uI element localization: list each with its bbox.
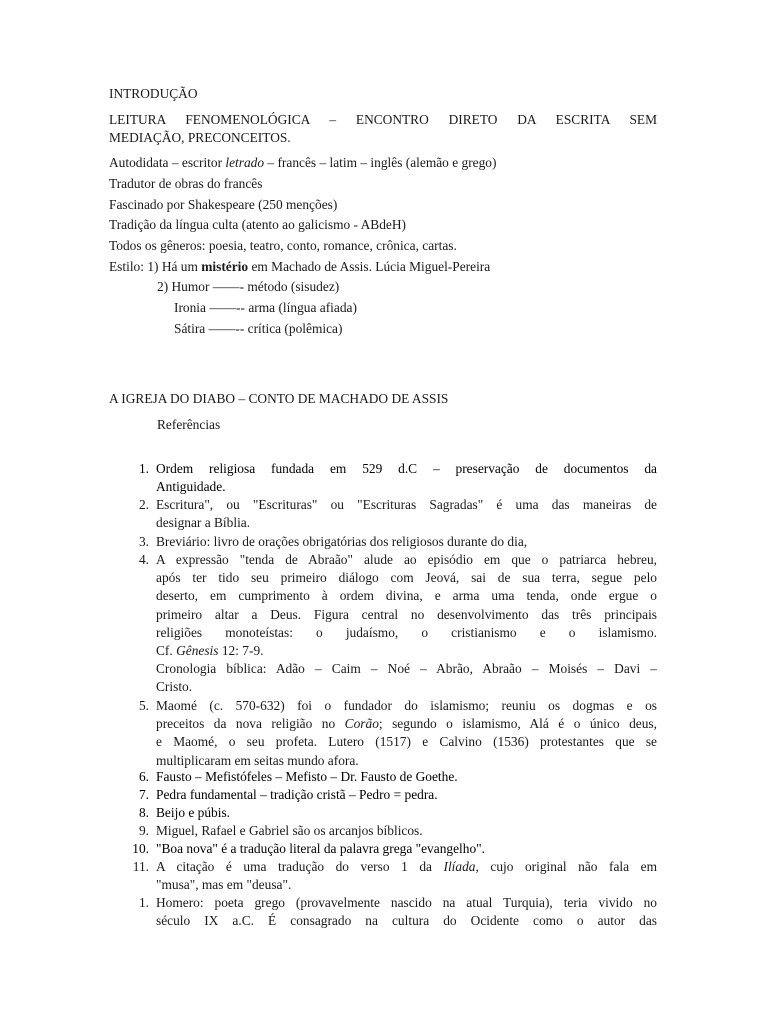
section-heading: A IGREJA DO DIABO – CONTO DE MACHADO DE ASSIS [109, 391, 449, 406]
note-estilo: Estilo: 1) Há um mistério em Machado de Assis. Lúcia Miguel-Pereira [109, 259, 491, 274]
note-humor: 2) Humor ——- método (sisudez) [157, 279, 340, 294]
list-item: 7. Pedra fundamental – tradição cristã – Pedro = pedra. [138, 787, 438, 802]
list-item: 11. A citação é uma tradução do verso 1 da Ilíada, cujo original não fala em "musa", mas em "deusa". [132, 859, 657, 893]
list-item: 5. Maomé (c. 570-632) foi o fundador do islamismo; reuniu os dogmas e os preceitos da nova religião no Corão; segundo o islamismo, Alá é o único deus, e Maomé, o seu profeta. Lutero (1517) e Calvino (1536) protestantes que se multiplicaram em seitas mundo afora. [138, 698, 657, 768]
note-fascinado: Fascinado por Shakespeare (250 menções) [109, 197, 338, 212]
note-tradutor: Tradutor de obras do francês [109, 176, 263, 191]
list-item: 9. Miguel, Rafael e Gabriel são os arcanjos bíblicos. [138, 823, 423, 838]
note-satira: Sátira ——-- crítica (polêmica) [174, 321, 343, 336]
leitura-line-1: LEITURA FENOMENOLÓGICA – ENCONTRO DIRETO DA ESCRITA SEM [109, 112, 657, 127]
leitura-line-2: MEDIAÇÃO, PRECONCEITOS. [109, 130, 291, 145]
list-item: 8. Beijo e púbis. [138, 805, 231, 820]
note-tradicao: Tradição da língua culta (atento ao galicismo - ABdeH) [109, 217, 406, 232]
note-autodidata: Autodidata – escritor letrado – francês – latim – inglês (alemão e grego) [109, 155, 497, 170]
referencias-label: Referências [157, 417, 221, 432]
list-item: 10. "Boa nova" é a tradução literal da palavra grega "evangelho". [132, 841, 485, 856]
list-item: 1. Ordem religiosa fundada em 529 d.C – preservação de documentos da Antiguidade. [138, 461, 657, 495]
list-item: 3. Breviário: livro de orações obrigatórias dos religiosos durante do dia, [138, 534, 528, 549]
intro-heading: INTRODUÇÃO [109, 86, 198, 101]
note-generos: Todos os gêneros: poesia, teatro, conto, romance, crônica, cartas. [109, 238, 457, 253]
list-item: 6. Fausto – Mefistófeles – Mefisto – Dr. Fausto de Goethe. [138, 769, 458, 784]
list-item: 1. Homero: poeta grego (provavelmente nascido na atual Turquia), teria vivido no século IX a.C. É consagrado na cultura do Ocidente como o autor das [138, 895, 657, 929]
note-ironia: Ironia ——-- arma (língua afiada) [174, 300, 357, 315]
list-item: 2. Escritura", ou "Escrituras" ou "Escrituras Sagradas" é uma das maneiras de designar a Bíblia. [138, 497, 657, 531]
list-item: 4. A expressão "tenda de Abraão" alude ao episódio em que o patriarca hebreu, após ter tido seu primeiro diálogo com Jeová, sai de sua terra, segue pelo deserto, em cumprimento à ordem divina, e arma uma tenda, onde ergue o primeiro altar a Deus. Figura central no desenvolvimento das três principais religiões monoteístas: o judaísmo, o cristianismo e o islamismo. Cf. Gênesis 12: 7-9. Cronologia bíblica: Adão – Caim – Noé – Abrão, Abraão – Moisés – Davi – Cristo. [138, 552, 657, 695]
